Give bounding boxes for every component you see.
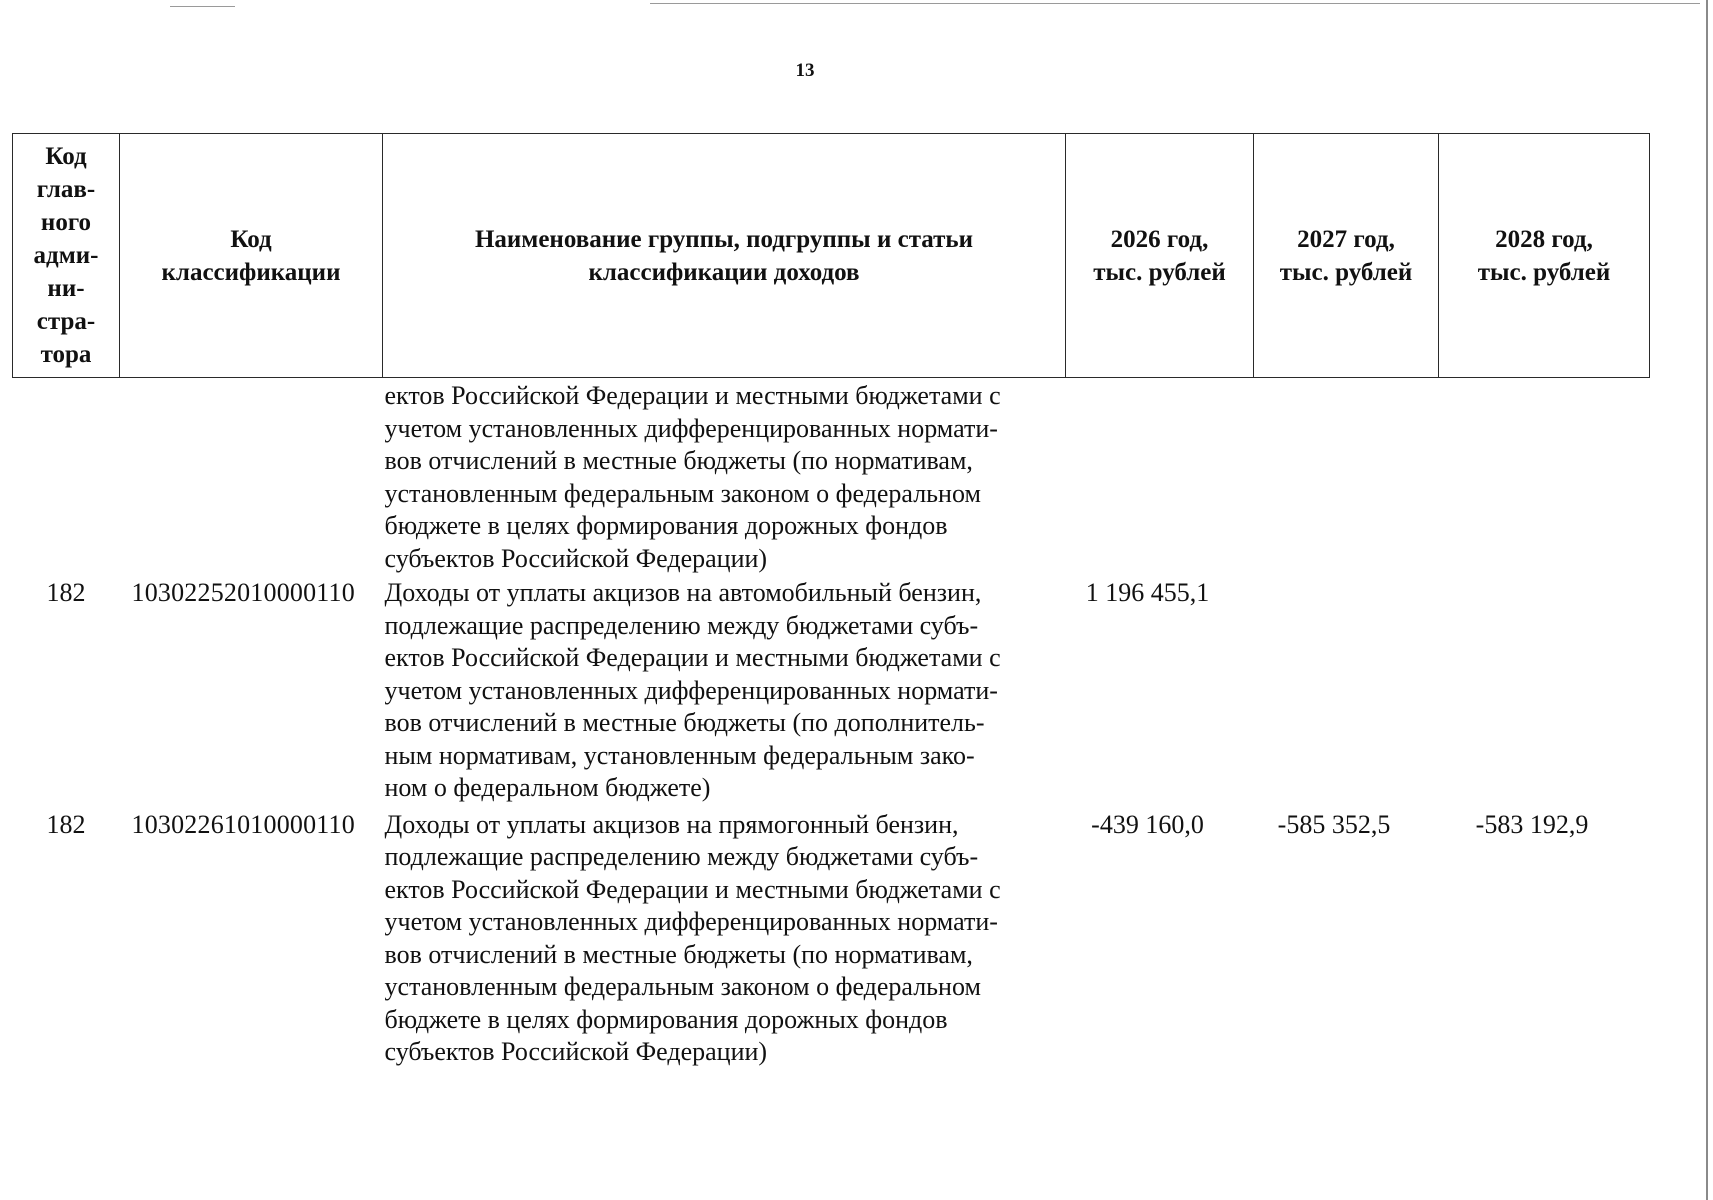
cell-name: [383, 807, 1066, 1071]
header-line: классификации: [161, 258, 341, 286]
cell-year-2027: [1254, 378, 1439, 576]
name-line: ектов Российской Федерации и местными бюджетами с: [384, 643, 1001, 672]
header-year-2028: [1439, 134, 1650, 378]
header-line: тыс. рублей: [1279, 258, 1413, 286]
table-row: [13, 575, 1650, 807]
header-line: адми-: [33, 242, 99, 269]
name-line: субъектов Российской Федерации): [384, 1037, 768, 1066]
cell-classification-code: 10302261010000110: [131, 809, 355, 839]
scan-artifact-line: [170, 6, 235, 7]
cell-year-2027: -585 352,5: [1277, 809, 1391, 839]
cell-year-2026: -439 160,0: [1091, 809, 1204, 839]
name-line: вов отчислений в местные бюджеты (по нормативам,: [384, 446, 973, 475]
page-number: 13: [795, 60, 815, 81]
name-line: подлежащие распределению между бюджетами субъ-: [384, 610, 979, 640]
cell-year-2028: -583 192,9: [1475, 809, 1589, 839]
header-line: Код: [45, 143, 87, 170]
header-year-2027: [1254, 134, 1439, 378]
cell-admin-code: 182: [46, 809, 86, 839]
cell-name: [383, 378, 1066, 576]
cell-name: [383, 575, 1066, 807]
header-line: ни-: [47, 275, 85, 302]
scan-artifact-edge: [1706, 0, 1708, 1200]
cell-admin-code: [13, 378, 120, 576]
header-classification-code: [120, 134, 383, 378]
cell-year-2026: 1 196 455,1: [1085, 578, 1210, 607]
header-line: 2027 год,: [1297, 225, 1395, 253]
cell-year-2027: [1254, 575, 1439, 807]
name-line: установленным федеральным законом о федеральном: [384, 478, 981, 508]
name-line: субъектов Российской Федерации): [384, 543, 768, 573]
name-line: подлежащие распределению между бюджетами субъ-: [384, 842, 979, 871]
cell-year-2026: [1066, 378, 1254, 576]
name-line: бюджете в целях формирования дорожных фондов: [384, 1004, 948, 1034]
name-line: Доходы от уплаты акцизов на прямогонный бензин,: [384, 809, 959, 839]
header-line: Код: [230, 225, 272, 253]
header-line: 2028 год,: [1495, 225, 1593, 253]
cell-admin-code: 182: [46, 578, 86, 607]
name-line: бюджете в целях формирования дорожных фондов: [384, 511, 948, 540]
name-line: Доходы от уплаты акцизов на автомобильный бензин,: [384, 578, 982, 607]
name-line: учетом установленных дифференцированных нормати-: [384, 413, 998, 443]
header-line: Наименование группы, подгруппы и статьи: [474, 225, 974, 253]
header-admin-code: [13, 134, 120, 378]
name-line: ектов Российской Федерации и местными бюджетами с: [384, 874, 1001, 904]
cell-classification-code: 10302252010000110: [131, 578, 355, 607]
name-line: ным нормативам, установленным федеральным зако-: [384, 740, 975, 770]
name-line: ектов Российской Федерации и местными бюджетами с: [384, 381, 1001, 410]
table-row-continuation: [13, 378, 1650, 576]
header-line: стра-: [36, 308, 96, 335]
cell-year-2028: [1439, 378, 1650, 576]
cell-year-2028: [1439, 575, 1650, 807]
header-year-2026: [1066, 134, 1254, 378]
table-header: [13, 134, 1650, 378]
header-line: классификации доходов: [588, 258, 860, 286]
header-line: тыс. рублей: [1477, 258, 1611, 286]
header-line: тыс. рублей: [1093, 258, 1226, 286]
revenue-table: [12, 133, 1650, 1071]
name-line: учетом установленных дифференцированных нормати-: [384, 675, 998, 705]
header-line: 2026 год,: [1110, 225, 1209, 253]
name-line: вов отчислений в местные бюджеты (по нормативам,: [384, 939, 973, 969]
name-line: вов отчислений в местные бюджеты (по дополнитель-: [384, 708, 985, 737]
cell-classification-code: [120, 378, 383, 576]
name-line: ном о федеральном бюджете): [384, 773, 711, 802]
name-line: установленным федеральным законом о федеральном: [384, 972, 981, 1001]
header-line: глав-: [36, 176, 96, 203]
table-row: [13, 807, 1650, 1071]
header-line: ного: [40, 209, 92, 236]
header-line: тора: [40, 341, 92, 368]
header-name: [383, 134, 1066, 378]
scan-artifact-line: [650, 3, 1700, 4]
name-line: учетом установленных дифференцированных нормати-: [384, 907, 998, 936]
